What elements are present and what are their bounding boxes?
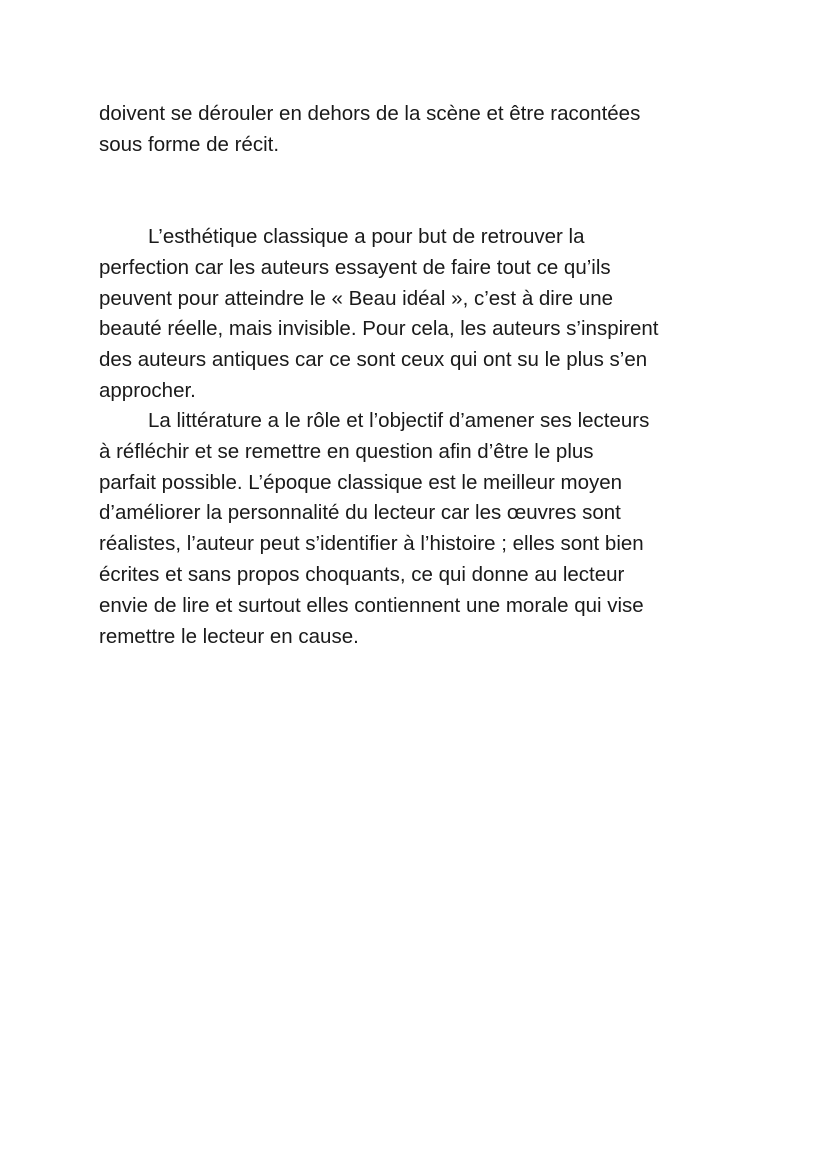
text-line: beauté réelle, mais invisible. Pour cela, les auteurs s’inspirent [99,317,659,341]
text-line: envie de lire et surtout elles contiennent une morale qui vise [99,593,644,617]
text-line: des auteurs antiques car ce sont ceux qui ont su le plus s’en [99,348,648,372]
paragraph-esthetique-classique [99,222,739,407]
paragraph-litterature [99,406,739,652]
text-line: remettre le lecteur en cause. [99,624,359,648]
text-line: perfection car les auteurs essayent de faire tout ce qu’ils [99,255,611,279]
text-line: d’améliorer la personnalité du lecteur car les œuvres sont [99,501,621,525]
text-line: à réfléchir et se remettre en question afin d’être le plus [99,439,594,463]
text-line: peuvent pour atteindre le « Beau idéal », c’est à dire une [99,286,613,310]
paragraph-continuation [99,99,739,161]
text-line: L’esthétique classique a pour but de retrouver la [148,225,585,248]
text-line: réalistes, l’auteur peut s’identifier à l’histoire ; elles sont bien [99,532,644,556]
text-line: parfait possible. L’époque classique est le meilleur moyen [99,470,623,494]
text-line: doivent se dérouler en dehors de la scène et être racontées [99,102,641,125]
text-line: approcher. [99,378,196,402]
text-line: écrites et sans propos choquants, ce qui donne au lecteur [99,562,625,586]
text-line: La littérature a le rôle et l’objectif d’amener ses lecteurs [148,409,650,432]
text-line: sous forme de récit. [99,132,280,156]
